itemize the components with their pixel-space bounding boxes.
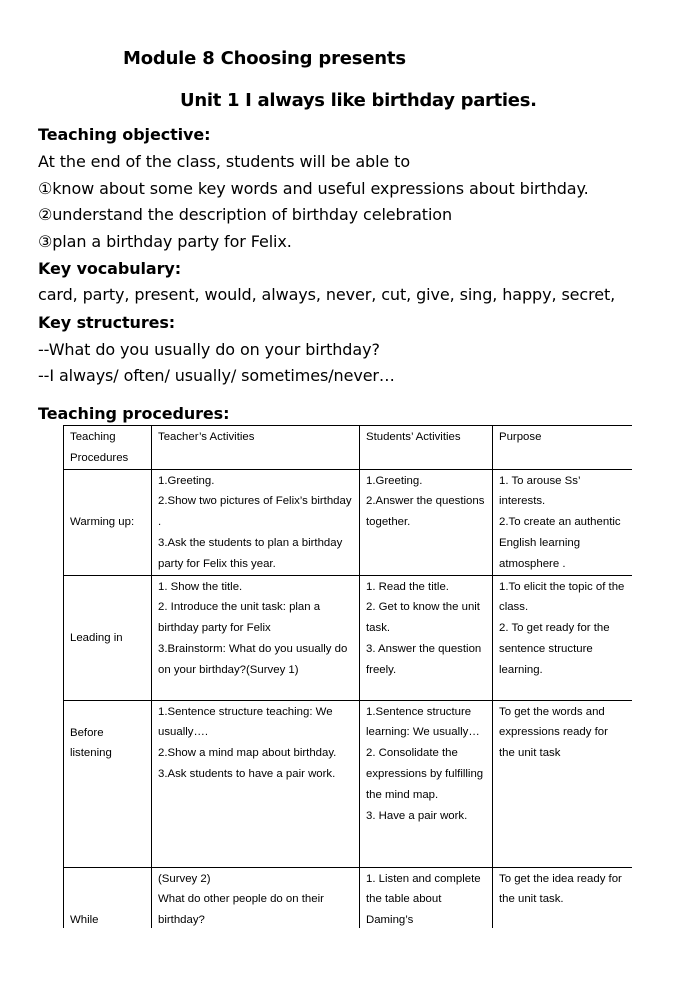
structure-question: --What do you usually do on your birthday?: [38, 340, 380, 359]
student-activity: 2.Answer the questions together.: [366, 495, 485, 529]
header-teacher-activities: Teacher’s Activities: [152, 426, 360, 470]
students-cell: [360, 575, 493, 700]
teacher-cell: [152, 700, 360, 867]
teacher-activity: 2.Show two pictures of Felix’s birthday .: [158, 495, 352, 529]
student-activity: 3. Have a pair work.: [366, 809, 468, 822]
vocabulary-list: card, party, present, would, always, never, cut, give, sing, happy, secret,: [38, 285, 616, 304]
purpose-item: To get the words and expressions ready for the unit task: [499, 705, 608, 760]
teacher-activity: 1.Greeting.: [158, 474, 215, 487]
unit-title: Unit 1 I always like birthday parties.: [180, 90, 537, 111]
purpose-cell: [493, 575, 633, 700]
header-purpose: Purpose: [493, 426, 633, 470]
student-activity: 1. Read the title.: [366, 580, 449, 593]
teacher-cell: [152, 469, 360, 575]
header-students-activities: Students’ Activities: [360, 426, 493, 470]
stage-cell: While: [64, 867, 152, 928]
purpose-item: 1.To elicit the topic of the class.: [499, 580, 625, 614]
teacher-activity: 2. Introduce the unit task: plan a birthday party for Felix: [158, 601, 321, 635]
table-row: [64, 469, 633, 575]
procedures-table-wrapper: [63, 425, 632, 928]
students-cell: [360, 700, 493, 867]
stage-cell: Warming up:: [64, 469, 152, 575]
objective-heading: Teaching objective:: [38, 125, 211, 144]
procedures-heading: Teaching procedures:: [38, 404, 230, 423]
teacher-activity: 1. Show the title.: [158, 580, 243, 593]
student-activity: 1. Listen and complete the table about Daming’s: [366, 872, 481, 927]
students-cell: [360, 469, 493, 575]
student-activity: 3. Answer the question freely.: [366, 642, 482, 676]
objective-item: ③plan a birthday party for Felix.: [38, 232, 292, 251]
purpose-item: 1. To arouse Ss’ interests.: [499, 474, 581, 508]
teacher-cell: [152, 575, 360, 700]
objective-item: ②understand the description of birthday celebration: [38, 205, 453, 224]
teacher-cell: [152, 867, 360, 928]
objective-intro: At the end of the class, students will be able to: [38, 152, 411, 171]
structures-heading: Key structures:: [38, 313, 176, 332]
vocabulary-heading: Key vocabulary:: [38, 259, 182, 278]
teacher-activity: 3.Ask students to have a pair work.: [158, 767, 336, 780]
stage-cell: Leading in: [64, 575, 152, 700]
table-row: [64, 700, 633, 867]
teacher-activity: 1.Sentence structure teaching: We usually….: [158, 705, 333, 739]
teacher-activity: What do other people do on their birthday?: [158, 893, 324, 927]
student-activity: 1.Greeting.: [366, 474, 423, 487]
purpose-item: 2.To create an authentic English learning atmosphere .: [499, 516, 621, 570]
student-activity: 1.Sentence structure learning: We usually…: [366, 705, 480, 739]
procedures-table: [63, 425, 632, 928]
teacher-activity: 3.Ask the students to plan a birthday party for Felix this year.: [158, 536, 343, 570]
table-row: [64, 575, 633, 700]
students-cell: [360, 867, 493, 928]
stage-cell: Before listening: [64, 700, 152, 867]
table-row: [64, 867, 633, 928]
page-title: Module 8 Choosing presents: [123, 48, 406, 69]
objective-item: ①know about some key words and useful expressions about birthday.: [38, 179, 589, 198]
teacher-activity: 3.Brainstorm: What do you usually do on your birthday?(Survey 1): [158, 642, 348, 676]
purpose-item: To get the idea ready for the unit task.: [499, 872, 622, 906]
structure-answer: --I always/ often/ usually/ sometimes/never…: [38, 366, 395, 385]
purpose-cell: [493, 700, 633, 867]
student-activity: 2. Get to know the unit task.: [366, 601, 480, 635]
table-header-row: [64, 426, 633, 470]
purpose-item: 2. To get ready for the sentence structure learning.: [499, 622, 610, 676]
purpose-cell: [493, 867, 633, 928]
student-activity: 2. Consolidate the expressions by fulfilling the mind map.: [366, 747, 484, 801]
header-procedures: Teaching Procedures: [64, 426, 152, 470]
teacher-activity: 2.Show a mind map about birthday.: [158, 747, 337, 760]
teacher-activity: (Survey 2): [158, 872, 211, 885]
purpose-cell: [493, 469, 633, 575]
